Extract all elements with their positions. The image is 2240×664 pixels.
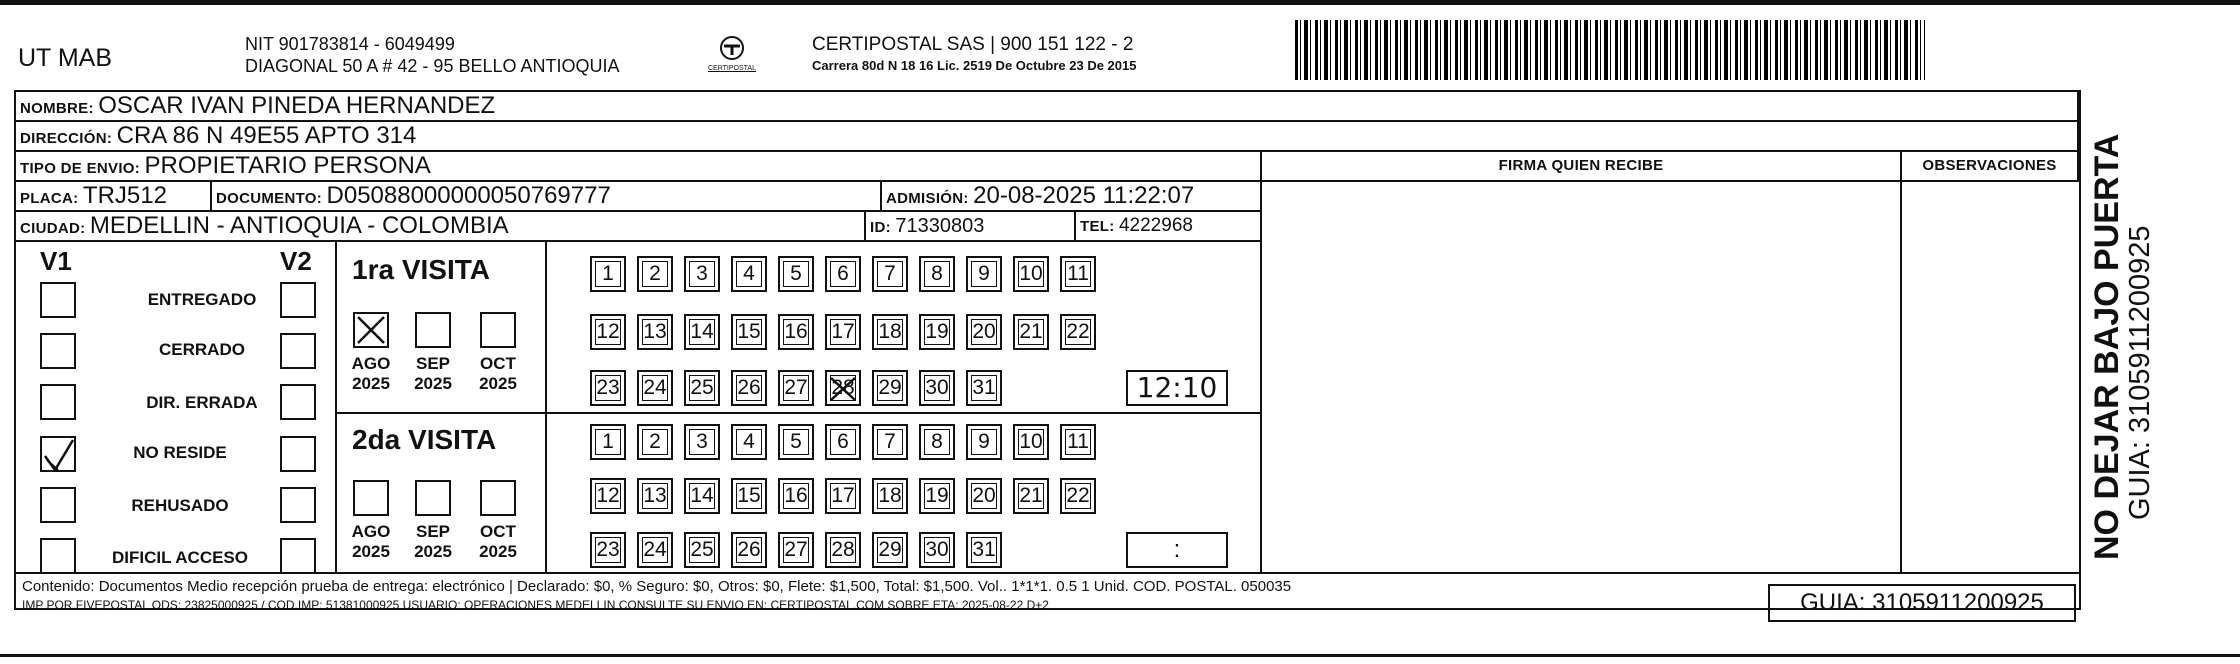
admision-value: 20-08-2025 11:22:07 [973,182,1195,209]
first-visit-day-26[interactable]: 26 [731,370,767,406]
v2-no-reside-checkbox[interactable] [280,436,316,472]
second-visit-day-20[interactable]: 20 [966,478,1002,514]
first-month-oct-label: OCT 2025 [479,354,517,393]
no-dejar-bajo-puerta: NO DEJAR BAJO PUERTA [2088,133,2126,560]
second-visit-day-3[interactable]: 3 [684,424,720,460]
v2-cerrado-checkbox[interactable] [280,333,316,369]
second-visit-day-26[interactable]: 26 [731,532,767,568]
first-month-sep-checkbox[interactable] [415,312,451,348]
first-visit-time: 12:10 [1136,371,1218,404]
first-visit-day-15[interactable]: 15 [731,314,767,350]
status-dir-errada: DIR. ERRADA [146,393,258,412]
first-visit-day-19[interactable]: 19 [919,314,955,350]
admision-label: ADMISIÓN: [886,190,969,207]
second-visit-day-11[interactable]: 11 [1060,424,1096,460]
second-visit-day-9[interactable]: 9 [966,424,1002,460]
first-visit-day-28[interactable]: 28 [825,370,861,406]
v2-dir-errada-checkbox[interactable] [280,384,316,420]
bottom-edge-rule [0,654,2240,657]
visits-left-border [335,242,337,572]
tipo-envio-row [16,152,1262,182]
tel-label: TEL: [1080,218,1115,235]
second-month-oct-checkbox[interactable] [480,480,516,516]
second-month-sep-label: SEP 2025 [414,522,452,561]
barcode-icon [1295,20,1925,80]
first-visit-day-10[interactable]: 10 [1013,256,1049,292]
first-visit-day-11[interactable]: 11 [1060,256,1096,292]
v1-label: V1 [40,246,72,276]
top-edge-rule [0,0,2240,5]
placa-value: TRJ512 [82,182,167,209]
visits-middle-divider [335,412,1262,414]
v1-cerrado-checkbox[interactable] [40,333,76,369]
first-visit-day-22[interactable]: 22 [1060,314,1096,350]
first-month-oct-checkbox[interactable] [480,312,516,348]
side-guia: GUIA: 3105911200925 [2124,225,2156,520]
ciudad-value: MEDELLIN - ANTIOQUIA - COLOMBIA [89,212,509,239]
id-cell [866,212,1076,242]
direccion-row [16,122,2079,152]
second-visit-day-31[interactable]: 31 [966,532,1002,568]
first-visit-day-31[interactable]: 31 [966,370,1002,406]
ciudad-cell [16,212,866,242]
company-name: UT MAB [18,44,112,72]
footer-imp: IMP POR FIVEPOSTAL ODS: 23825000925 / COD.IMP: 51381000925 USUARIO: OPERACIONES MEDELLIN CONSULTE SU ENVIO EN: CERTIPOSTAL.COM SOBRE ETA: 2025-08-22 D+2 [22,598,1049,612]
second-visit-day-24[interactable]: 24 [637,532,673,568]
months-days-divider [545,242,547,572]
status-cerrado: CERRADO [159,340,245,359]
second-month-ago-checkbox[interactable] [353,480,389,516]
second-month-oct-label: OCT 2025 [479,522,517,561]
first-month-sep-label: SEP 2025 [414,354,452,393]
first-visit-day-5[interactable]: 5 [778,256,814,292]
first-visit-day-14[interactable]: 14 [684,314,720,350]
second-visit-day-13[interactable]: 13 [637,478,673,514]
v2-label: V2 [280,246,312,276]
first-visit-day-1[interactable]: 1 [590,256,626,292]
second-visit-day-25[interactable]: 25 [684,532,720,568]
certipostal-logo-icon [707,34,757,78]
second-visit-day-1[interactable]: 1 [590,424,626,460]
observaciones-header [1902,152,2079,182]
ciudad-label: CIUDAD: [20,220,86,237]
tipo-envio-value: PROPIETARIO PERSONA [144,152,431,179]
second-visit-day-17[interactable]: 17 [825,478,861,514]
first-month-ago-checkbox[interactable] [353,312,389,348]
footer-guia-box [1768,584,2076,622]
direccion-label: DIRECCIÓN: [20,130,113,147]
observaciones-label: OBSERVACIONES [1922,157,2057,174]
second-visit-day-16[interactable]: 16 [778,478,814,514]
status-dificil-acceso: DIFICIL ACCESO [111,548,248,567]
first-visit-day-2[interactable]: 2 [637,256,673,292]
v1-entregado-checkbox[interactable] [40,282,76,318]
second-visit-day-29[interactable]: 29 [872,532,908,568]
first-visit-day-6[interactable]: 6 [825,256,861,292]
tipo-envio-label: TIPO DE ENVIO: [20,160,141,177]
carrier-name: CERTIPOSTAL SAS | 900 151 122 - 2 [812,34,1134,55]
admision-cell [882,182,1262,212]
second-visit-day-22[interactable]: 22 [1060,478,1096,514]
documento-label: DOCUMENTO: [216,190,323,207]
company-nit: NIT 901783814 - 6049499 [245,34,455,54]
nombre-value: OSCAR IVAN PINEDA HERNANDEZ [98,92,496,119]
first-visit-day-30[interactable]: 30 [919,370,955,406]
status-no-reside: NO RESIDE [133,443,227,462]
tel-cell [1076,212,1262,242]
first-visit-day-7[interactable]: 7 [872,256,908,292]
first-visit-day-23[interactable]: 23 [590,370,626,406]
first-month-ago-label: AGO 2025 [351,354,391,393]
second-visit-day-7[interactable]: 7 [872,424,908,460]
logo-caption: CERTIPOSTAL [708,65,756,72]
footer-top-rule [16,572,2079,574]
second-visit-day-30[interactable]: 30 [919,532,955,568]
second-visit-title: 2da VISITA [352,424,497,455]
id-label: ID: [870,219,891,236]
second-visit-day-12[interactable]: 12 [590,478,626,514]
first-visit-day-27[interactable]: 27 [778,370,814,406]
documento-value: D05088000000050769777 [326,182,611,209]
status-entregado: ENTREGADO [147,290,257,309]
second-visit-day-18[interactable]: 18 [872,478,908,514]
second-month-sep-checkbox[interactable] [415,480,451,516]
second-visit-day-15[interactable]: 15 [731,478,767,514]
id-value: 71330803 [895,215,985,237]
status-rehusado: REHUSADO [131,496,229,515]
first-visit-day-18[interactable]: 18 [872,314,908,350]
visits-right-border [1260,242,1262,572]
second-visit-day-10[interactable]: 10 [1013,424,1049,460]
documento-cell [212,182,882,212]
second-visit-day-8[interactable]: 8 [919,424,955,460]
firma-label: FIRMA QUIEN RECIBE [1498,157,1664,174]
direccion-value: CRA 86 N 49E55 APTO 314 [116,122,417,149]
first-visit-day-3[interactable]: 3 [684,256,720,292]
first-visit-day-17[interactable]: 17 [825,314,861,350]
carrier-license: Carrera 80d N 18 16 Lic. 2519 De Octubre 23 De 2015 [812,58,1137,73]
v2-rehusado-checkbox[interactable] [280,487,316,523]
second-visit-day-23[interactable]: 23 [590,532,626,568]
first-visit-day-4[interactable]: 4 [731,256,767,292]
second-visit-day-21[interactable]: 21 [1013,478,1049,514]
placa-cell [16,182,212,212]
first-visit-day-13[interactable]: 13 [637,314,673,350]
firma-header [1262,152,1902,182]
first-visit-day-21[interactable]: 21 [1013,314,1049,350]
second-visit-day-4[interactable]: 4 [731,424,767,460]
observaciones-area [1900,152,1902,572]
first-visit-day-29[interactable]: 29 [872,370,908,406]
v1-dir-errada-checkbox[interactable] [40,384,76,420]
second-month-ago-label: AGO 2025 [351,522,391,561]
first-visit-day-12[interactable]: 12 [590,314,626,350]
footer-contenido: Contenido: Documentos Medio recepción prueba de entrega: electrónico | Declarado: $0, % Seguro: $0, Otros: $0, Flete: $1,500, Total: $1,500. Vol.. 1*1*1. 0.5 1 Unid. COD. POSTAL. 050035 [22,578,1292,595]
second-visit-day-6[interactable]: 6 [825,424,861,460]
company-address: DIAGONAL 50 A # 42 - 95 BELLO ANTIOQUIA [245,56,620,76]
first-visit-title: 1ra VISITA [352,254,490,285]
second-visit-day-27[interactable]: 27 [778,532,814,568]
first-visit-day-16[interactable]: 16 [778,314,814,350]
placa-label: PLACA: [20,190,79,207]
second-visit-day-28[interactable]: 28 [825,532,861,568]
nombre-label: NOMBRE: [20,100,94,117]
second-visit-day-19[interactable]: 19 [919,478,955,514]
v2-entregado-checkbox[interactable] [280,282,316,318]
second-visit-time-box[interactable] [1126,532,1228,568]
footer-guia: GUIA: 3105911200925 [1800,589,2044,616]
first-visit-day-24[interactable]: 24 [637,370,673,406]
second-visit-day-14[interactable]: 14 [684,478,720,514]
first-visit-day-25[interactable]: 25 [684,370,720,406]
first-visit-day-9[interactable]: 9 [966,256,1002,292]
tel-value: 4222968 [1118,215,1193,236]
nombre-row [16,92,2079,122]
v2-dificil-acceso-checkbox[interactable] [280,538,316,574]
first-visit-day-20[interactable]: 20 [966,314,1002,350]
day-x-mark-icon [827,372,859,404]
second-visit-day-5[interactable]: 5 [778,424,814,460]
first-visit-time-box[interactable] [1126,370,1228,406]
x-mark-icon [355,314,387,346]
first-visit-day-8[interactable]: 8 [919,256,955,292]
second-visit-time: : [1173,536,1181,563]
second-visit-day-2[interactable]: 2 [637,424,673,460]
